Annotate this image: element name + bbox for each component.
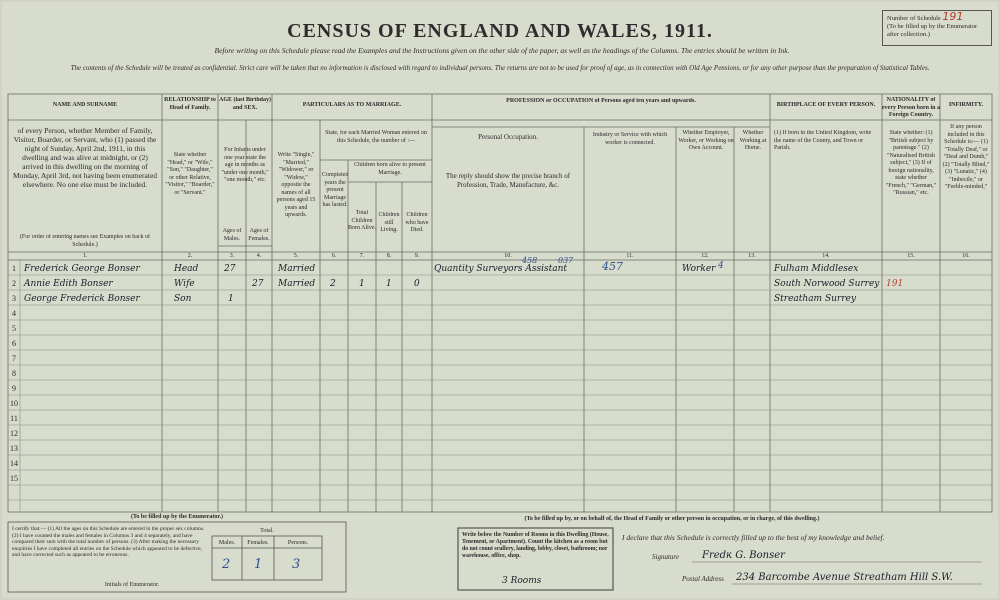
personal-occupation-description: The reply should show the precise branch of Profession, Trade, Manufacture, &c. [445, 172, 571, 189]
at-home-heading: Whether Working at Home. [739, 130, 767, 151]
birthplace-description: (1) If born in the United Kingdom, write the name of the County, and Town or Parish. [774, 130, 872, 151]
birthplace-value: Fulham Middlesex [774, 264, 859, 274]
col-number: 14. [822, 253, 830, 259]
employer-code: 4 [718, 261, 724, 271]
persons-total: 3 [292, 557, 301, 572]
declaration-text: I declare that this Schedule is correctly filled up to the best of my knowledge and belief. [622, 533, 885, 542]
row-number: 9 [12, 384, 16, 393]
row-number: 13 [10, 444, 18, 453]
col-number: 15. [907, 253, 915, 259]
enumerator-certification: I certify that:— (1) All the ages on this Schedule are entered in the proper sex columns. (2) I have counted the males and females in Columns 3 and 4 separately, and have compared their sum with the total number of persons. (3) After making the necessary enquiries I have completed all entries on the Schedule which appeared to be defective, and have corrected such as appeared to be erroneous. [12, 526, 205, 558]
row-number: 15 [10, 474, 18, 483]
col-infirmity-heading: INFIRMITY. [948, 102, 984, 108]
col-number: 3. [229, 253, 235, 259]
ages-of-females: Ages of Females. [248, 228, 270, 242]
row-number: 2 [12, 279, 16, 288]
row-number: 1 [12, 264, 16, 273]
occupation-code-2: 037 [558, 256, 574, 265]
children-born-heading: Children born alive to present Marriage. [354, 162, 426, 176]
col-number: 1. [82, 253, 88, 259]
col-occupation-heading: PROFESSION or OCCUPATION of Persons aged ten years and upwards. [506, 98, 696, 104]
ages-of-males: Ages of Males. [222, 228, 242, 242]
relationship-value: Head [174, 264, 199, 274]
row-number: 6 [12, 339, 16, 348]
row-number: 3 [12, 294, 16, 303]
infirmity-description: If any person included in this Schedule is:— (1) "Totally Deaf," or "Deaf and Dumb," (2) "Totally Blind," (3) "Lunatic," (4) "Imbecile," or "Feeble-minded," [942, 124, 990, 190]
rooms-instructions: Write below the Number of Rooms in this Dwelling (House, Tenement, or Apartment). Count the kitchen as a room but do not count scullery, landing, lobby, closet, bathroom; nor warehouse, office, shop. [462, 532, 609, 559]
relationship-value: Son [174, 294, 192, 304]
row-number: 14 [10, 459, 18, 468]
females-total: 1 [254, 557, 263, 572]
completed-years-value: 2 [330, 279, 336, 289]
enumerator-title: (To be filled up by the Enumerator.) [130, 514, 224, 520]
col-number: 12. [701, 253, 709, 259]
relationship-value: Wife [174, 279, 195, 289]
col-birthplace-heading: BIRTHPLACE OF EVERY PERSON. [776, 102, 876, 108]
total-label: Total. [260, 528, 274, 534]
col-number: 11. [626, 253, 634, 259]
head-of-family-title: (To be filled up by, or on behalf of, the Head of Family or other person in occupation, or in charge, of this dwelling.) [524, 516, 820, 522]
name-description: of every Person, whether Member of Family, Visitor, Boarder, or Servant, who (1) passed the night of Sunday, April 2nd, 1911, in this dwelling and was alive at midnight, or (2) arrived in this dwelling on the morning of Monday, April 3rd, not having been enumerated elsewhere. No one else must be included. [12, 126, 158, 189]
males-label: Males. [218, 540, 236, 546]
age-female-value: 27 [252, 279, 264, 289]
marriage-value: Married [278, 279, 316, 289]
col-number: 10. [504, 253, 512, 259]
col-number: 8. [386, 253, 392, 259]
person-name: Frederick George Bonser [24, 264, 140, 274]
col-relationship-heading: RELATIONSHIP to Head of Family. [164, 97, 216, 111]
name-order-note: (For order of entering names see Examples on back of Schedule.) [19, 234, 151, 248]
col-nationality-heading: NATIONALITY of every Person born in a Foreign Country. [882, 97, 940, 118]
children-died-heading: Children who have Died. [405, 212, 429, 233]
initials-label: Initials of Enumerator. [104, 582, 160, 588]
industry-heading: Industry or Service with which worker is connected. [592, 132, 668, 146]
persons-label: Persons. [287, 540, 309, 546]
col-age-heading: AGE (last Birthday) and SEX. [218, 97, 271, 111]
col-number: 9. [414, 253, 420, 259]
instruction-line-1: Before writing on this Schedule please read the Examples and the Instructions given on the other side of the paper, as well as the headings of the Columns. The entries should be written in Ink. [214, 46, 790, 55]
occupation-value: Quantity Surveyors Assistant [434, 264, 567, 274]
col-marriage-heading: PARTICULARS AS TO MARRIAGE. [302, 102, 402, 108]
signature-label: Signature [652, 553, 679, 561]
females-label: Females. [247, 540, 269, 546]
col-number: 16. [962, 253, 970, 259]
col-number: 13. [748, 253, 756, 259]
row-number: 8 [12, 369, 16, 378]
children-living-value: 1 [386, 279, 392, 289]
address-value: 234 Barcombe Avenue Streatham Hill S.W. [736, 572, 953, 583]
row-number: 5 [12, 324, 16, 333]
total-children-value: 1 [359, 279, 365, 289]
row-number: 12 [10, 429, 18, 438]
instruction-line-2: The contents of the Schedule will be treated as confidential. Strict care will be taken that no information is disclosed with regard to individual persons. The returns are not to be used for proof of age, as in connection with Old Age Pensions, or for any other purpose than the preparation of Statistical Tables. [70, 64, 930, 72]
rooms-value: 3 Rooms [502, 576, 542, 586]
row-number: 10 [10, 399, 18, 408]
married-woman-note: State, for each Married Woman entered on this Schedule, the number of :— [325, 130, 427, 144]
row-number: 11 [10, 414, 18, 423]
age-description: For Infants under one year state the age in months as "under one month," "one month," etc. [221, 147, 269, 183]
row-number: 7 [12, 354, 16, 363]
birthplace-value: Streatham Surrey [774, 294, 856, 304]
marriage-value: Married [278, 264, 316, 274]
children-died-value: 0 [414, 279, 420, 289]
marriage-description: Write "Single," "Married," "Widower," or "Widow," opposite the names of all persons aged 15 years and upwards. [276, 152, 316, 218]
nationality-description: State whether: (1) "British subject by parentage." (2) "Naturalised British subject," (3) If of foreign nationality, state whether "French," "German," "Russian," etc. [885, 130, 937, 196]
age-male-value: 27 [224, 264, 236, 274]
address-label: Postal Address [682, 575, 724, 583]
industry-code: 457 [602, 260, 623, 273]
employer-heading: Whether Employer, Worker, or Working on Own Account. [678, 130, 734, 151]
birthplace-code: 191 [886, 279, 904, 289]
personal-occupation-heading: Personal Occupation. [478, 134, 538, 141]
col-number: 5. [293, 253, 299, 259]
col-number: 6. [331, 253, 337, 259]
person-name: Annie Edith Bonser [24, 279, 113, 289]
signature-value: Fredĸ G. Bonser [702, 550, 785, 561]
relationship-description: State whether "Head," or "Wife," "Son," "Daughter," or other Relative, "Visitor," "Boarder," or "Servant." [165, 152, 215, 196]
completed-years-heading: Completed years the present Marriage has lasted. [322, 172, 348, 208]
children-living-heading: Children still Living. [378, 212, 400, 233]
total-children-heading: Total Children Born Alive. [348, 210, 376, 231]
col-number: 2. [187, 253, 193, 259]
col-number: 7. [359, 253, 365, 259]
row-number: 4 [12, 309, 16, 318]
col-name-heading: NAME AND SURNAME [52, 102, 118, 108]
census-form [2, 2, 998, 598]
age-male-value: 1 [228, 294, 234, 304]
person-name: George Frederick Bonser [24, 294, 140, 304]
form-title: CENSUS OF ENGLAND AND WALES, 1911. [287, 20, 713, 42]
occupation-code: 458 [522, 256, 538, 265]
col-number: 4. [256, 253, 262, 259]
birthplace-value: South Norwood Surrey [774, 279, 880, 289]
schedule-note: (To be filled up by the Enumerator after collection.) [887, 23, 978, 38]
schedule-label: Number of Schedule [887, 15, 941, 22]
schedule-number: 191 [942, 10, 964, 23]
employer-value: Worker [682, 264, 716, 274]
males-total: 2 [222, 557, 231, 572]
